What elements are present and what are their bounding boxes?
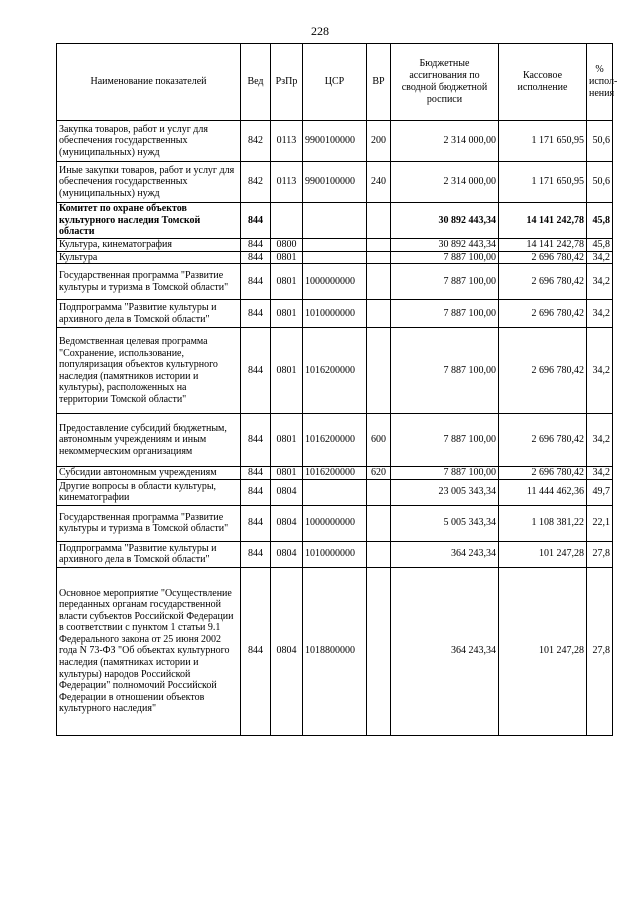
row-cash-execution: 14 141 242,78 xyxy=(499,203,587,239)
row-cash-execution: 2 696 780,42 xyxy=(499,328,587,414)
row-csr: 1018800000 xyxy=(303,567,367,735)
row-cash-execution: 1 108 381,22 xyxy=(499,505,587,541)
row-vr: 620 xyxy=(367,467,391,480)
row-cash-execution: 2 696 780,42 xyxy=(499,251,587,264)
table-row xyxy=(57,328,613,414)
row-vr: 200 xyxy=(367,121,391,162)
row-csr xyxy=(303,239,367,252)
row-ved: 844 xyxy=(241,239,271,252)
row-percent-execution: 22,1 xyxy=(587,505,613,541)
row-vr: 240 xyxy=(367,162,391,203)
row-assignments: 2 314 000,00 xyxy=(391,162,499,203)
row-csr xyxy=(303,203,367,239)
row-ved: 844 xyxy=(241,264,271,300)
table-row xyxy=(57,567,613,735)
table-body xyxy=(57,121,613,736)
table-row xyxy=(57,541,613,567)
row-cash-execution: 2 696 780,42 xyxy=(499,264,587,300)
row-percent-execution: 34,2 xyxy=(587,328,613,414)
row-name: Субсидии автономным учреждениям xyxy=(57,467,241,480)
row-ved: 844 xyxy=(241,467,271,480)
row-rzpr: 0800 xyxy=(271,239,303,252)
row-ved: 844 xyxy=(241,251,271,264)
row-csr: 9900100000 xyxy=(303,121,367,162)
row-vr xyxy=(367,567,391,735)
row-assignments: 7 887 100,00 xyxy=(391,264,499,300)
row-rzpr: 0113 xyxy=(271,162,303,203)
row-assignments: 2 314 000,00 xyxy=(391,121,499,162)
row-csr: 1010000000 xyxy=(303,541,367,567)
budget-execution-table xyxy=(56,43,618,736)
row-csr: 1016200000 xyxy=(303,414,367,467)
row-cash-execution: 101 247,28 xyxy=(499,541,587,567)
row-name: Ведомственная целевая программа "Сохранение, использование, популяризация объектов культурного наследия (памятников истории и культуры), расположенных на территории Томской области" xyxy=(57,328,241,414)
row-assignments: 7 887 100,00 xyxy=(391,467,499,480)
header-cash-execution: Кассовое исполнение xyxy=(499,44,587,121)
row-percent-execution: 34,2 xyxy=(587,264,613,300)
row-csr: 1016200000 xyxy=(303,328,367,414)
table-row xyxy=(57,251,613,264)
row-ved: 844 xyxy=(241,300,271,328)
table-row xyxy=(57,162,613,203)
row-name: Другие вопросы в области культуры, кинематографии xyxy=(57,479,241,505)
row-rzpr: 0801 xyxy=(271,328,303,414)
row-ved: 844 xyxy=(241,505,271,541)
row-csr: 1000000000 xyxy=(303,264,367,300)
row-percent-execution: 50,6 xyxy=(587,121,613,162)
row-name: Комитет по охране объектов культурного наследия Томской области xyxy=(57,203,241,239)
table-row xyxy=(57,505,613,541)
row-percent-execution: 27,8 xyxy=(587,541,613,567)
row-assignments: 7 887 100,00 xyxy=(391,328,499,414)
row-cash-execution: 2 696 780,42 xyxy=(499,414,587,467)
row-vr xyxy=(367,239,391,252)
header-name: Наименование показателей xyxy=(57,44,241,121)
row-percent-execution: 27,8 xyxy=(587,567,613,735)
row-name: Закупка товаров, работ и услуг для обеспечения государственных (муниципальных) нужд xyxy=(57,121,241,162)
row-ved: 844 xyxy=(241,479,271,505)
row-vr: 600 xyxy=(367,414,391,467)
row-assignments: 7 887 100,00 xyxy=(391,251,499,264)
row-vr xyxy=(367,300,391,328)
row-rzpr: 0113 xyxy=(271,121,303,162)
row-assignments: 30 892 443,34 xyxy=(391,239,499,252)
row-ved: 844 xyxy=(241,567,271,735)
page-number: 228 xyxy=(311,24,329,38)
row-name: Иные закупки товаров, работ и услуг для обеспечения государственных (муниципальных) нужд xyxy=(57,162,241,203)
row-vr xyxy=(367,479,391,505)
row-name: Культура xyxy=(57,251,241,264)
table-row xyxy=(57,121,613,162)
row-name: Подпрограмма "Развитие культуры и архивного дела в Томской области" xyxy=(57,300,241,328)
header-vr: ВР xyxy=(367,44,391,121)
row-rzpr: 0801 xyxy=(271,300,303,328)
row-rzpr: 0801 xyxy=(271,264,303,300)
row-csr: 1000000000 xyxy=(303,505,367,541)
row-vr xyxy=(367,251,391,264)
row-percent-execution: 34,2 xyxy=(587,467,613,480)
row-vr xyxy=(367,541,391,567)
row-assignments: 5 005 343,34 xyxy=(391,505,499,541)
row-cash-execution: 2 696 780,42 xyxy=(499,467,587,480)
row-assignments: 7 887 100,00 xyxy=(391,300,499,328)
table-header-row xyxy=(57,44,613,121)
row-ved: 844 xyxy=(241,541,271,567)
table-row xyxy=(57,264,613,300)
row-assignments: 364 243,34 xyxy=(391,567,499,735)
row-ved: 844 xyxy=(241,203,271,239)
row-csr xyxy=(303,479,367,505)
row-vr xyxy=(367,203,391,239)
row-rzpr: 0804 xyxy=(271,505,303,541)
row-name: Культура, кинематография xyxy=(57,239,241,252)
table-row xyxy=(57,479,613,505)
table-row xyxy=(57,467,613,480)
row-percent-execution: 50,6 xyxy=(587,162,613,203)
row-assignments: 7 887 100,00 xyxy=(391,414,499,467)
row-vr xyxy=(367,505,391,541)
row-ved: 844 xyxy=(241,414,271,467)
row-cash-execution: 14 141 242,78 xyxy=(499,239,587,252)
row-assignments: 364 243,34 xyxy=(391,541,499,567)
row-ved: 842 xyxy=(241,162,271,203)
row-rzpr: 0801 xyxy=(271,251,303,264)
row-ved: 842 xyxy=(241,121,271,162)
row-csr xyxy=(303,251,367,264)
row-percent-execution: 45,8 xyxy=(587,203,613,239)
row-csr: 1010000000 xyxy=(303,300,367,328)
row-percent-execution: 34,2 xyxy=(587,414,613,467)
row-cash-execution: 11 444 462,36 xyxy=(499,479,587,505)
row-csr: 1016200000 xyxy=(303,467,367,480)
header-assignments: Бюджетные ассигнования по сводной бюджетной росписи xyxy=(391,44,499,121)
row-cash-execution: 101 247,28 xyxy=(499,567,587,735)
table-row xyxy=(57,203,613,239)
row-cash-execution: 1 171 650,95 xyxy=(499,162,587,203)
row-csr: 9900100000 xyxy=(303,162,367,203)
row-percent-execution: 45,8 xyxy=(587,239,613,252)
row-name: Государственная программа "Развитие культуры и туризма в Томской области" xyxy=(57,264,241,300)
table-row xyxy=(57,239,613,252)
row-percent-execution: 34,2 xyxy=(587,300,613,328)
header-rzpr: РзПр xyxy=(271,44,303,121)
row-ved: 844 xyxy=(241,328,271,414)
row-rzpr xyxy=(271,203,303,239)
header-csr: ЦСР xyxy=(303,44,367,121)
row-assignments: 23 005 343,34 xyxy=(391,479,499,505)
row-rzpr: 0801 xyxy=(271,414,303,467)
header-percent-execution: % испол-нения xyxy=(587,44,613,121)
row-cash-execution: 2 696 780,42 xyxy=(499,300,587,328)
row-name: Государственная программа "Развитие культуры и туризма в Томской области" xyxy=(57,505,241,541)
row-percent-execution: 34,2 xyxy=(587,251,613,264)
row-rzpr: 0804 xyxy=(271,541,303,567)
row-name: Подпрограмма "Развитие культуры и архивного дела в Томской области" xyxy=(57,541,241,567)
row-percent-execution: 49,7 xyxy=(587,479,613,505)
row-assignments: 30 892 443,34 xyxy=(391,203,499,239)
row-rzpr: 0804 xyxy=(271,479,303,505)
row-vr xyxy=(367,264,391,300)
row-vr xyxy=(367,328,391,414)
row-name: Основное мероприятие "Осуществление переданных органам государственной власти субъектов Российской Федерации в соответствии с пунктом 1 статьи 9.1 Федерального закона от 25 июня 2002 года N 73-ФЗ "Об объектах культурного наследия (памятниках истории и культуры) народов Российской Федерации" полномочий Российской Федерации в отношении объектов культурного наследия" xyxy=(57,567,241,735)
row-cash-execution: 1 171 650,95 xyxy=(499,121,587,162)
table-row xyxy=(57,300,613,328)
row-name: Предоставление субсидий бюджетным, автономным учреждениям и иным некоммерческим организациям xyxy=(57,414,241,467)
row-rzpr: 0801 xyxy=(271,467,303,480)
header-ved: Вед xyxy=(241,44,271,121)
table-row xyxy=(57,414,613,467)
row-rzpr: 0804 xyxy=(271,567,303,735)
